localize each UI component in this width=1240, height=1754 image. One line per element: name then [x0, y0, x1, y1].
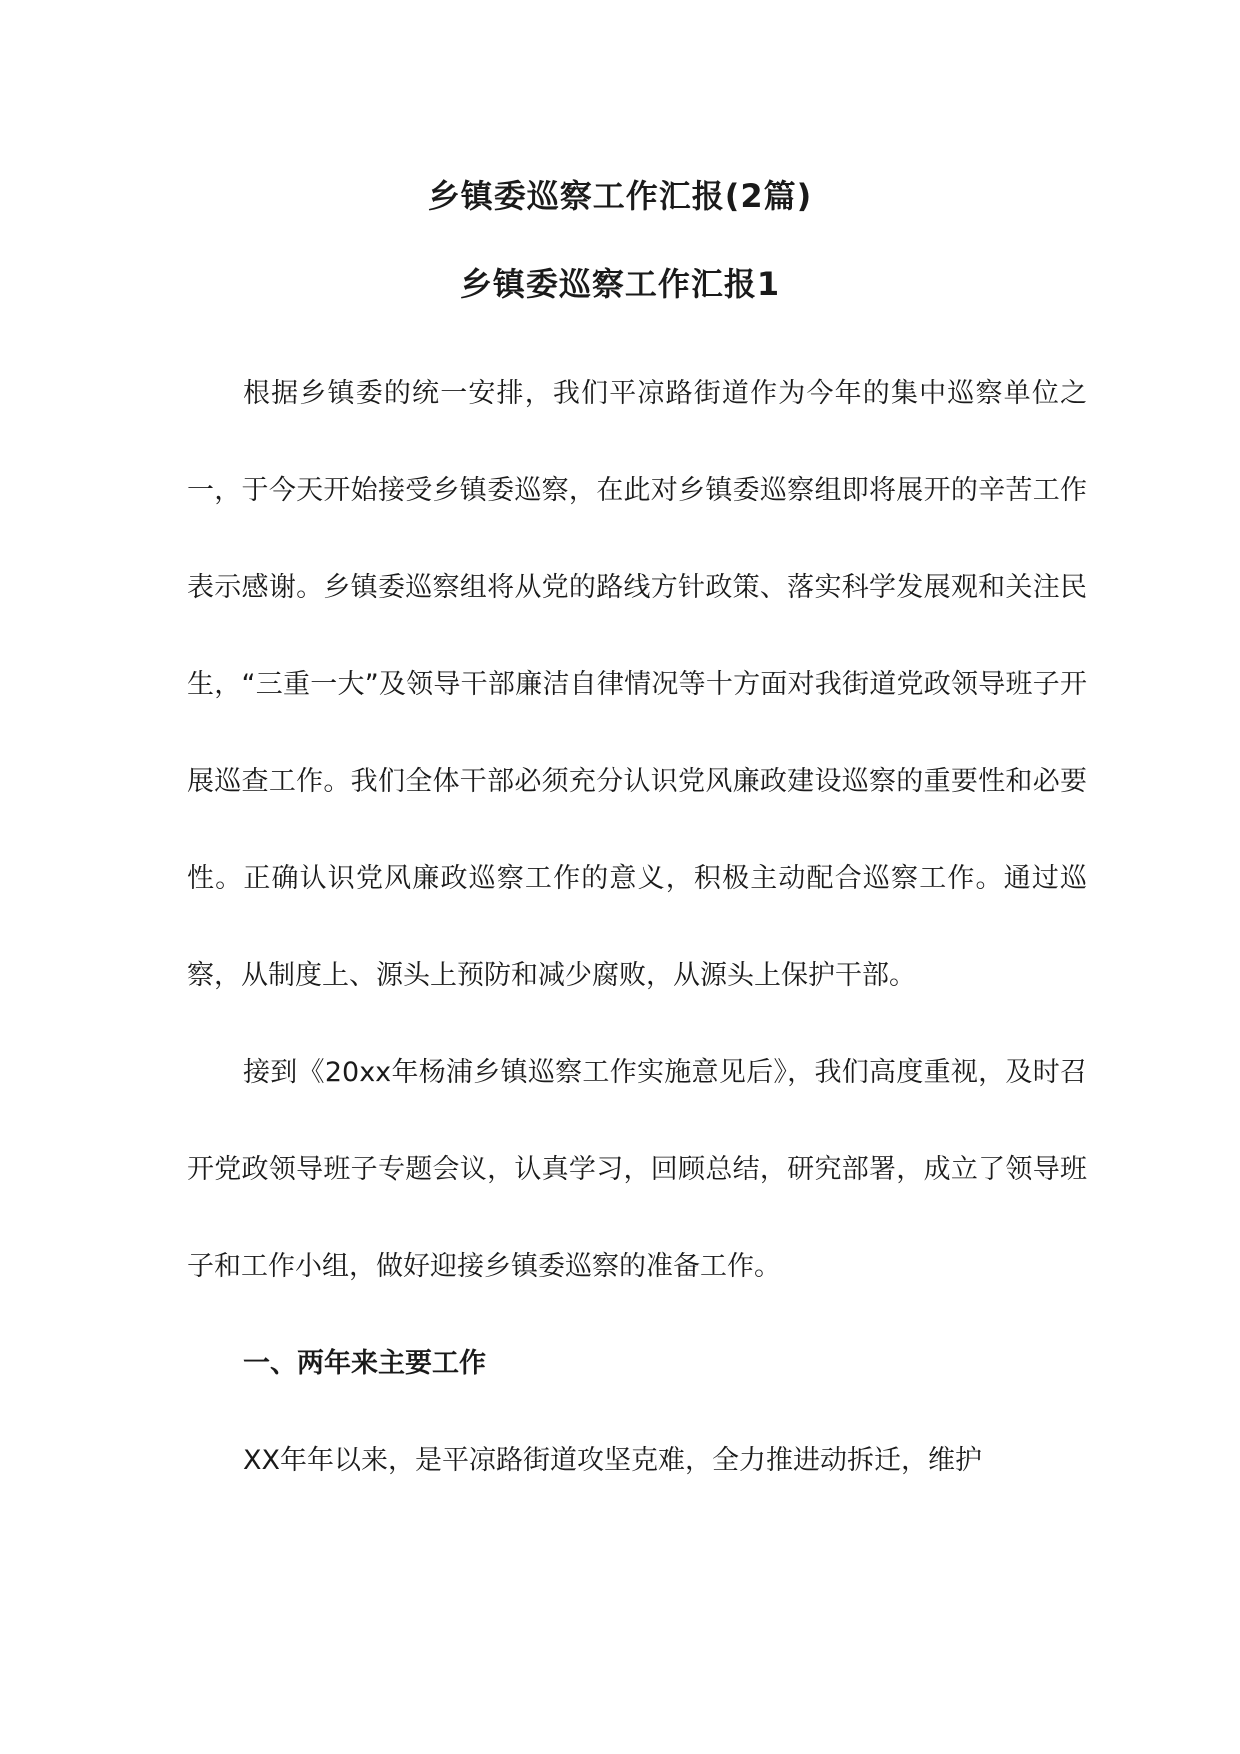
document-body: [187, 345, 1087, 1509]
body-paragraph-1: 根据乡镇委的统一安排，我们平凉路街道作为今年的集中巡察单位之一，于今天开始接受乡镇委巡察，在此对乡镇委巡察组即将展开的辛苦工作表示感谢。乡镇委巡察组将从党的路线方针政策、落实科学发展观和关注民生，“三重一大”及领导干部廉洁自律情况等十方面对我街道党政领导班子开展巡查工作。我们全体干部必须充分认识党风廉政建设巡察的重要性和必要性。正确认识党风廉政巡察工作的意义，积极主动配合巡察工作。通过巡察，从制度上、源头上预防和减少腐败，从源头上保护干部。: [187, 378, 1087, 991]
body-paragraph-3: XX年年以来，是平凉路街道攻坚克难，全力推进动拆迁，维护: [243, 1445, 982, 1476]
section-heading: 一、两年来主要工作: [243, 1348, 486, 1379]
document-subtitle: 乡镇委巡察工作汇报1: [459, 265, 781, 303]
document-title: 乡镇委巡察工作汇报(2篇): [427, 177, 813, 215]
body-paragraph-2: 接到《20xx年杨浦乡镇巡察工作实施意见后》，我们高度重视，及时召开党政领导班子专题会议，认真学习，回顾总结，研究部署，成立了领导班子和工作小组，做好迎接乡镇委巡察的准备工作。: [187, 1057, 1087, 1282]
